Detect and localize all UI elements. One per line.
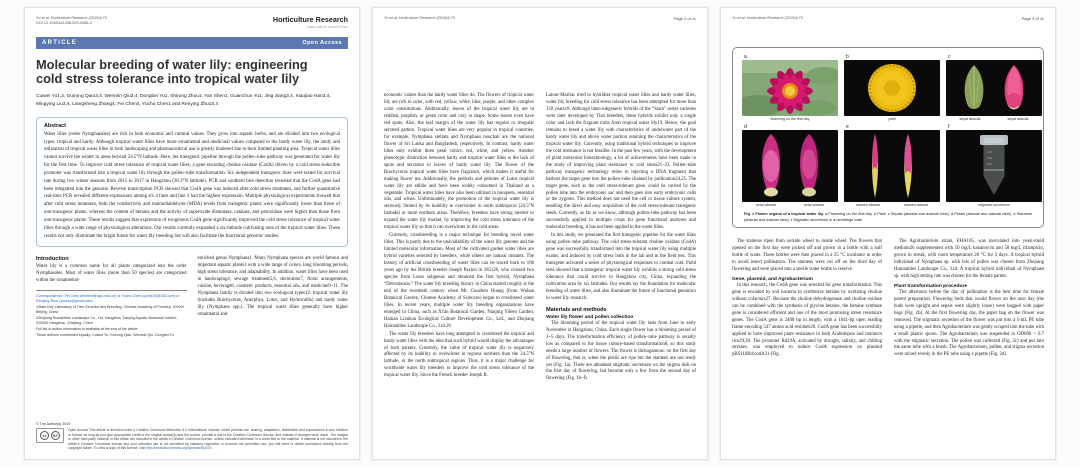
affiliation-2: 2Zhejiang Humanities Landscape Co., Ltd, Hangzhou Tianjing Aquatic Botanical Garden, 310000 Hangzhou, Zhejiang, China: [36, 315, 178, 325]
page2-column-left: [384, 93, 534, 383]
panel-a-label: a: [744, 54, 747, 61]
copyright-line: © The Author(s) 2019: [36, 422, 71, 427]
p2c2-paragraph-1: Latour-Marliac tried to hybridize tropical water lilies and hardy water lilies, water lily breeding for cold stress tolerance has been attempted for more than 150 years18. Although inter-subgeneric hybrids of the “Siam” series varieties were later developed by Thai breeders, these hybrids exhibit only a single color and lack the fragrant traits from tropical water lily19. Hence, the goal remains to breed a water lily with characteristics of underwater part of the hardy water lily and above water portion retaining the characteristics of the tropical water lily. Currently, using traditional hybrid techniques to improve the cold resistance is not feasible. In the past few years, with the development of plant molecular biotechnology, a lot of achievements have been made in the study of improving plant resistance to cold stress21–23. Pollen–tube pathway transgenic technology relies to injecting a DNA fragment that harbors the target gene into the pollen–tube channel by pollination24,25. The target gene, such as the cold stress-tolerant gene, could be carried by the pollen tube into the embryonic sac and then goes into early embryonic cells or the zygotes. This method does not need the cell or tissue culture system, enabling the direct and easy acquisition of the cold stress-tolerant transgenic seeds. Currently, as far as we know, although pollen–tube pathway has been successfully applied in multiple crops for gene functional analyses and molecular breeding, it has not been applied in the water lilies.: [546, 93, 696, 231]
license-text: [68, 428, 348, 451]
license-link[interactable]: http://creativecommons.org/licenses/by/4.0/.: [146, 446, 213, 451]
author-list: Cuiwei Yu1,2, Guirong Qiao3,4, Wenmin Qiu3,4, Dongbei Yu1, Shirong Zhou1, Yan Shen1, Guanchun Yu1, Jing Jiang3,4, Xiaojiao Han3,4, Mingying Liu3,4, Liangsheng Zhang4, Fei Chen4, Yuchu Chen1 and Renying Zhuo3,4: [36, 94, 331, 107]
journal-name: Horticulture Research: [272, 15, 348, 24]
p3c2-paragraph-2: The afternoon before the day of pollination is the best time for female parent preparation. Flowering buds that would flower on the next day (the buds were upright and sepals were slightly loose) were bagged with paper bags (Fig. 2b). At the first flowering day, the paper bag on the flower was removed. The stigmatic secretion of the flower was put into a 5-mL PE tube using a pipette, and then Agrobacterium was gently scraped into the tube with a small plastic spoon. The Agrobacterium was suspended to OD600 = 0.7 with the stigmatic secretion. The pollen was collected (Fig. 2c) and put into the same tube with a brush. The Agrobacterium, pollen, and stigma secretion were mixed evenly in the PE tube using a pipette (Fig. 2d).: [894, 289, 1044, 358]
figure-1-caption: [744, 211, 1032, 222]
p2c1-paragraph-2: Currently, crossbreeding is a major technique for breeding novel water lilies. This is partly due to the unavailability of the water lily genome and the limited molecular information. Most of the cultivated garden water lilies are hybrid varieties selected by breeders, while others are natural mutants. The history of artificial crossbreeding of water lilies can be traced back to 166 years ago by the British breeder Joseph Paxton in 185120, who crossed two species from Lotos subgenus and obtained the first hybrid, Nymphaea “Devoniensis.” The water lily breeding history in China started roughly at the end of the twentieth century when Mr. Guozhen Huang (from Wuhan Botanical Garden, Chinese Academy of Sciences) began to crossbreed water lilies. In recent years, multiple water lily breeding organizations have emerged in China, such as Xi'an Botanical Garden, Nanjing Yileen Garden, Hainan Lianhua Ecological Culture Development Co., Ltd., and Zhejiang Humanities Landscape Co., Ltd.20: [384, 233, 534, 329]
page3-column-left: [732, 239, 882, 359]
panel-b-label: b: [846, 54, 849, 61]
panel-e-caption: stamen abaxial stamen adaxial: [855, 203, 929, 208]
journal-url[interactable]: www.nature.com/hortres: [307, 24, 348, 29]
fig1-panel-d: [742, 124, 838, 207]
page2-header: [384, 16, 696, 21]
p3c1-paragraph-2: In this research, the CodA gene was selected for gene transformation. This gene is encoded by soil bacteria to synthesize betaine by oxidizing choline without cofactors27. Because the choline dehydrogenase and choline oxidase can be combined with the synthesis of glycine betaine, the betaine synthase gene is considered efficient and one of the most promising stress resistance genes. The CodA gene is 2400 bp in length, with a 1641-bp open reading frame encoding 547 amino acid residues28. CodA gene has been successfully applied to have improved plant resistance in both Arabidopsis and monocot rice29,30. The promoter Rd29A, activated by drought, salinity, and chilling stresses, was employed to induce CodA expression on plasmid pBS110Rd:codA31 (Fig.: [732, 282, 882, 358]
gene-plasmid-heading: Gene, plasmid, and Agrobacterium: [732, 276, 813, 282]
panel-f-label: f: [948, 124, 950, 131]
p3c1-paragraph-1: The stamens ripen from outside wheel to inside wheel. The flowers that opened on the first day were picked off and grown in a bottle with a half bottle of water. These bottles were then placed in a 25 °C incubator in order to avoid insect pollination. The stamens were cut off on the third day of flowering and were placed into a sterile water bottle in reserve.: [732, 239, 882, 272]
citation-line: Yu et al. Horticulture Research (2019)6:73: [384, 16, 455, 20]
plant-transformation-heading: Plant transformation procedure: [894, 283, 968, 289]
page1-column-right: [198, 256, 349, 339]
affiliation-1: 1State Key Laboratory of Tree Genetics and Breeding, Chinese Academy of Forestry, 100091 Beijing, China: [36, 304, 185, 314]
fig1-panel-e: [844, 124, 940, 207]
fig1-panel-c: [946, 54, 1042, 121]
cc-icon: cc: [40, 431, 49, 440]
cc-by-icon: [36, 428, 64, 443]
citation-line: Yu et al. Horticulture Research (2019)6:73: [732, 16, 803, 20]
page2-column-right: [546, 93, 696, 383]
panel-b-caption: pistil: [888, 117, 896, 122]
abstract-box: [36, 117, 348, 248]
introduction-heading: Introduction: [36, 256, 69, 263]
page-3: [720, 7, 1056, 460]
correspondence-line[interactable]: Correspondence: Fei Chen (feichen@njau.edu.cn) or Yuchu Chen (cyc9101@163.com) or Renying Zhuo (zhuory@gmail.com): [36, 293, 180, 303]
by-icon: BY: [51, 431, 60, 440]
panel-f-caption: stigmatic secretions: [978, 203, 1010, 208]
p2c2-paragraph-2: In this study, we generated the first transgenic pipeline for the water lilies using pollen–tube pathway. The cold stress-tolerant choline oxidase (CodA) gene was successfully transformed into the tropical water lily using multiple exams, and induced by cold stress both in the lab and in the field test. This transgene activated a series of physiological responses to combat cold. Field tests showed that a transgenic tropical water lily exhibits a strong cold stress tolerance that could survive in Hangzhou city, China, expanding the cultivation area by six latitudes. Our results lay the foundation for molecular breeding of water lilies, and also illuminate the future of functional genomics in water lily research.: [546, 233, 696, 301]
page3-header: [732, 16, 1044, 21]
fig1-panel-c-photo-sepals: [946, 60, 1042, 116]
doi-line: DOI 10.1038/s41438-019-0086-2: [36, 20, 92, 25]
abstract-heading: Abstract: [44, 122, 66, 129]
figure-1: [732, 47, 1044, 228]
flower-collection-heading: Water lily flower and pollen collection: [546, 314, 634, 320]
license-block: [36, 422, 348, 451]
fig1-panel-f-photo-centrifuge-tube: [946, 130, 1042, 202]
citation-block: [36, 16, 107, 26]
fig1-panel-d-photo-petals: [742, 130, 838, 202]
materials-methods-heading: Materials and methods: [546, 306, 607, 313]
equal-contribution-note: These authors contributed equally: Cuiwei Yu, Guirong Qiao, Wenmin Qiu, Dongbei Yu: [36, 333, 174, 338]
journal-block: [273, 16, 348, 30]
page1-columns: [36, 256, 348, 339]
citation-authors: Yu et al.: [36, 16, 51, 20]
panel-d-label: d: [744, 124, 747, 131]
panel-e-label: e: [846, 124, 849, 131]
page-2: [372, 7, 708, 460]
panel-c-label: c: [948, 54, 951, 61]
panel-a-caption: flowering on the first day: [770, 117, 810, 122]
fig1-panel-a: [742, 54, 838, 121]
citation-journal: Horticulture Research: [50, 16, 88, 20]
fig1-panel-b-photo-pistil: [844, 60, 940, 116]
page-1: [24, 7, 360, 460]
full-author-list-note: Full list of author information is available at the end of the article.: [36, 327, 139, 332]
open-access-label: Open Access: [302, 39, 342, 46]
figure-caption-body: a Flowering on the first day. b Pistil. c Sepals (abaxial and adaxial view). d Petals (abaxial and adaxial view). e Stamens (abaxial and adaxial view). f Stigmatic secretions in a centrifuge tube: [744, 211, 1032, 222]
panel-c-caption: sepal abaxial sepal adaxial: [959, 117, 1029, 122]
p2c1-paragraph-3: The water lily breeders have long attempted to crossbreed the tropical and hardy water lilies with the idea that such hybrid would display the advantages of both parents. Currently, the value of tropical water lily is negatively affected by its inability to overwinter in regions northern than the 24.5°N latitude, or the north subtropical regions. Thus, it is a major challenge for worldwide water lily breeders to improve the cold stress tolerance of the tropical water lily. Since the French breeder Joseph B.: [384, 331, 534, 379]
introduction-col2-text: enriched genus Nymphaea1. Many Nymphaea species are world famous and important aquatic plants3 with a wide range of colors, long blooming periods, high stress tolerance, and adaptability. In addition, water lilies have been used in landscaping4, sewage treatment5,6, decoration7, floral arrangements, cuisine, beverage8, cosmetic products, essential oils, and medicine9–11. The Nymphaea family is divided into two ecological types12: tropical water lily (includes Brachyceras, Anecphya, Lotos, and Hydrocallis) and hardy water lily (Nymphaea spp.). The tropical water lilies generally have higher ornamental and: [197, 256, 348, 318]
paper-title: Molecular breeding of water lily: engineering cold stress tolerance into tropical water lily: [36, 56, 308, 87]
panel-d-caption: petal abaxial petal adaxial: [755, 203, 825, 208]
page3-columns: [732, 239, 1044, 359]
page-number: Page 2 of 11: [673, 16, 696, 21]
fig1-panel-f: [946, 124, 1042, 207]
p2c2-paragraph-3: The blooming period of the tropical water lily lasts from June to early November in Hangzhou, China. Each single flower has a blooming period of 3~5 days. The transformation efficiency of pollen–tube pathway is usually low as compared to the tissue culture-based transformation8, so this study needs a large number of flowers. The flower is dichogamous: on the first day of flowering, that is, when the pistils are ripe but the stamens are not ready yet (Fig. 1a). There are abundant stigmatic secretions on the stigma disk on the first day of flowering, but become only a few from the second day of flowering (Fig. 1b–f).: [546, 320, 696, 382]
abstract-text: Water lilies (order Nymphaeales) are rich in both economic and cultural values. They grow into aquatic herbs, and are divided into two ecological types: tropical and hardy. Although tropical water lilies have more ornamental and medicinal values compared to the hardy water lily, the study and utilization of tropical water lilies in both landscaping and pharmaceutical use is greatly hindered due to their limited planting area. Tropical water lilies cannot survive the winter in areas beyond 24.5°N latitude. Here, the transgenic pipeline through the pollen–tube pathway was generated for water lily for the first time. To improve cold stress tolerance of tropical water lilies, a gene encoding choline oxidase (CodA) driven by a cold stress-inducible promoter was transformed into a tropical water lily through the pollen–tube transformation. Six independent transgenic lines were tested for survival rate during two winter seasons from 2015 to 2017 in Hangzhou (30.3°N latitude). PCR and southern blot detection revealed that the CodA gene had been integrated into the genome. Reverse transcription PCR showed that CodA gene was induced after cold stress treatment, and further quantitative real-time PCR revealed different expressions among six 4 lines and line 3 had the highest expression. Multiple physiological experiments showed that after cold stress treatment, both the conductivity and malondialdehyde (MDA) levels from transgenic plants were significantly lower than those of non-transgenic plants, whereas the content of betaine and the activity of superoxide dismutase, catalase, and peroxidase were higher than those from non-transgenic plants. These results suggest that expression of exogenous CodA gene significantly improved the cold stress tolerance of tropical water lilies through a wide range of physiological alterations. Our results currently expanded a six-latitude cultivating area of the tropical water lilies. These results not only illuminate the bright future for water lily breeding but will also facilitate the functional genomic studies.: [44, 131, 340, 239]
article-label: ARTICLE: [42, 39, 78, 46]
page3-column-right: [894, 239, 1044, 359]
page1-column-left: [36, 256, 187, 339]
citation-issue: (2019)6:73: [87, 16, 107, 20]
footnotes-block: [36, 290, 187, 338]
fig1-panel-a-photo-flower: [742, 60, 838, 116]
article-type-banner: [36, 37, 348, 49]
p2c1-paragraph-1: economic values than the hardy water lilies do. The flowers of tropical water lily are rich in color, with red, yellow, white, blue, purple, and other complex color constitutions. Additionally, leaves of the tropical water lily are in reddish, purplish, or green color and vary in shape. Some leaves even have red spots. Also, the leaf margin of the water lily has regular or irregular serrated pattern. Tropical water lilies are very popular in tropical countries, for example, Nymphaea stellata and Nymphaea nouchali are the national flower of Sri Lanka and Bangladesh, respectively. In contrast, hardy water lilies only exhibit three petal colors: red, white, and yellow. Another phenotypic distinction between hardy and tropical water lilies is the lack of spots and serration in leaves of hardy water lily. The flower of the Brachyceras tropical water lilies have fragrance, which makes it useful for making flower tea. Additionally, the pedicels and petioles of Lotos tropical water lily are edible and have been widely consumed in Thailand as a vegetable. Tropical water lilies have also been utilized in bouquets, essential oils, and wines. Unfortunately, the promotion of the tropical water lily is seriously limited by its inability to overwinter in north subtropical (24.5°N latitude) or more northern areas. Therefore, breeders have strong interest to expand the water lily market, by improving the cold stress tolerance of the tropical water lily so that it can overwinter in the cold areas.: [384, 93, 534, 231]
fig1-panel-b: [844, 54, 940, 121]
page-number: Page 3 of 11: [1021, 16, 1044, 21]
p3c2-paragraph-1: The Agrobacterium strain, EHA105, was inoculated into yeast-mold medium26 supplemented with 50 mg/L kanamycin and 50 mg/L rifampicin, grown in streak, with room temperature 28 °C for 3 days. A tropical hybrid individual of Nymphaea sp. with lots of pollen was chosen from Zhejiang Humanities Landscape Co., Ltd. A tropical hybrid individual of Nymphaea sp. with high setting rate was chosen for the female parent.: [894, 239, 1044, 279]
page1-header: [36, 16, 348, 30]
figure-caption-title: Fig. 1 Flower organs of a tropical water lily.: [744, 211, 824, 217]
page2-columns: [384, 93, 696, 383]
fig1-panel-e-photo-stamens: [844, 130, 940, 202]
license-body: Open Access This article is licensed under a Creative Commons Attribution 4.0 International License, which permits use, sharing, adaptation, distribution and reproduction in any medium or format, as long as you give appropriate credit to the original author(s) and the source, provide a link to the Creative Commons license, and indicate if changes were made. The images or other third party material in this article are included in the article's Creative Commons license, unless indicated otherwise in a credit line to the material. If material is not included in the article's Creative Commons license and your intended use is not permitted by statutory regulation or exceeds the permitted use, you will need to obtain permission directly from the copyright holder. To view a copy of this license, visit: [68, 428, 348, 451]
introduction-col1-text: Water lily is a common name for all plants categorized into the order Nymphaeales. Most of water lilies (more than 50 species) are categorized within the ornamental-: [36, 264, 187, 284]
